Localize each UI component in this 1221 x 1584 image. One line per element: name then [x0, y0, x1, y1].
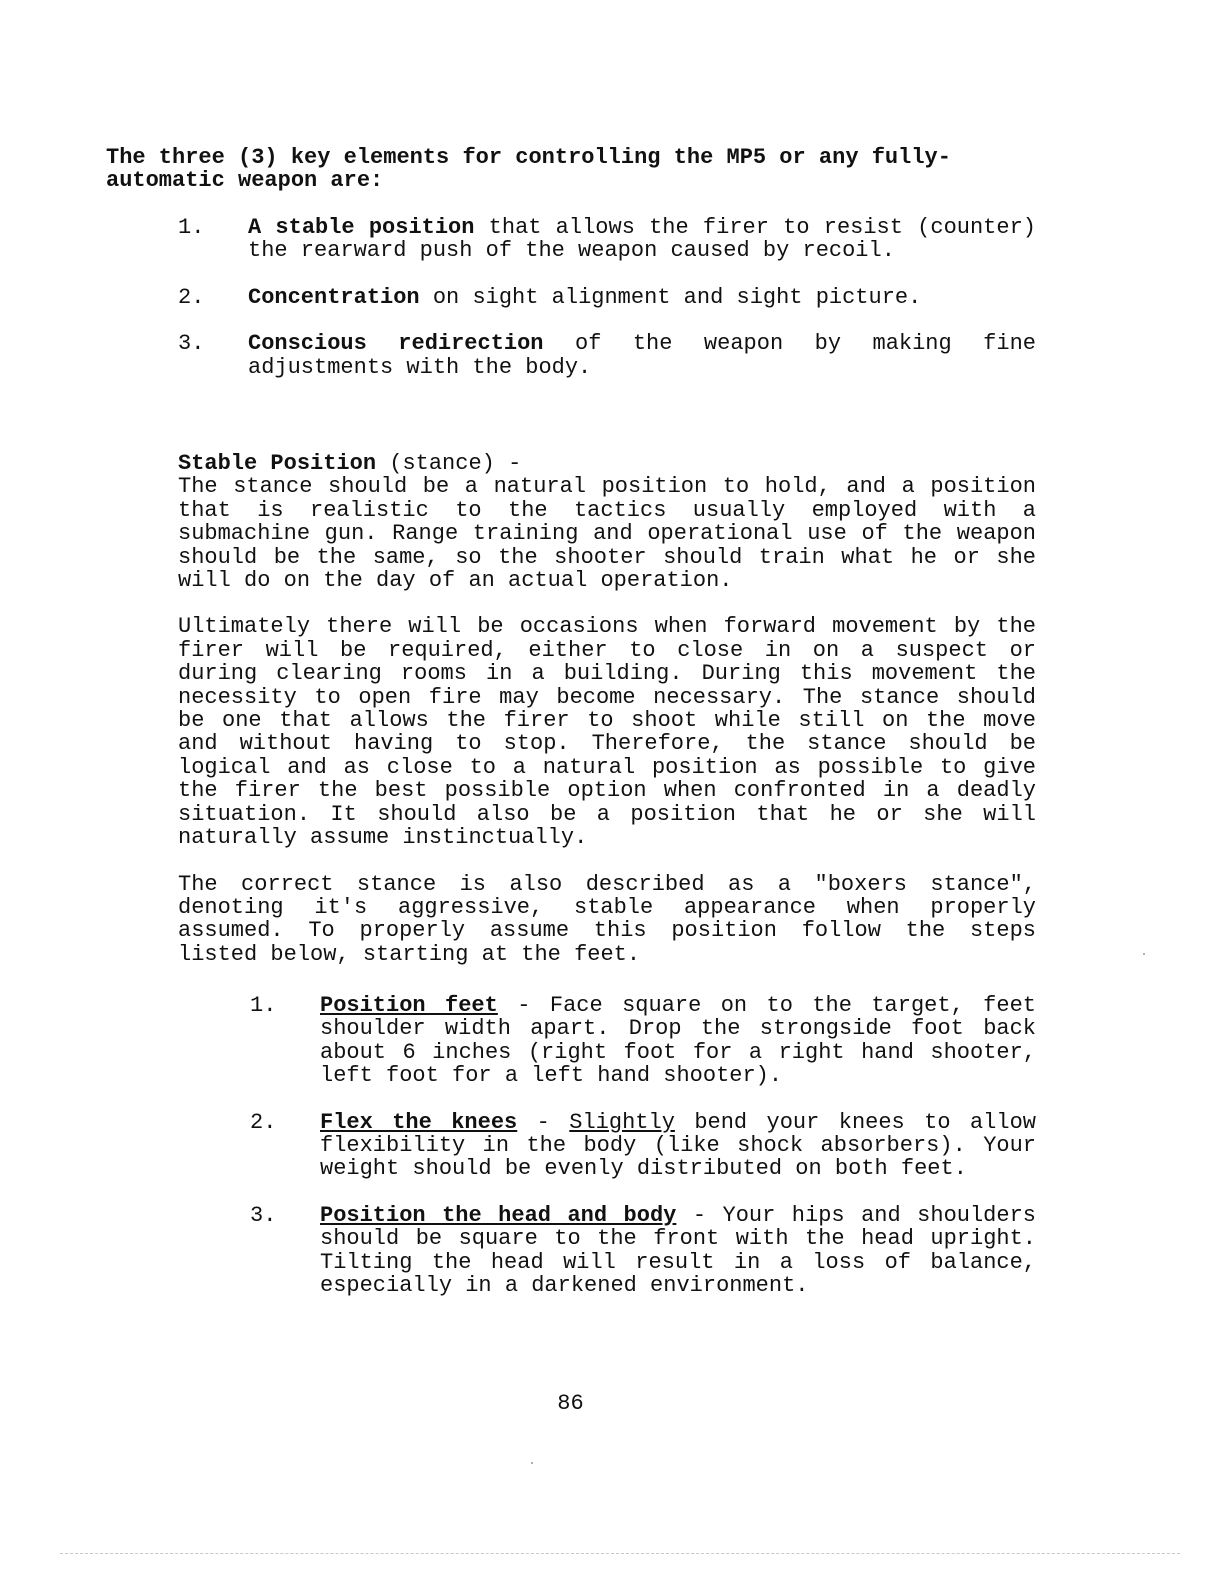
key-element-item — [178, 332, 1036, 379]
step-number: 3. — [250, 1202, 277, 1228]
item-text — [248, 332, 1036, 379]
intro-heading: The three (3) key elements for controlling the MP5 or any fully-automatic weapon are: — [106, 145, 951, 194]
step-description: bend your knees to allow flexibility in the body (like shock absorbers). Your weight should be evenly distributed on both feet. — [320, 1109, 1036, 1182]
step-item — [250, 994, 1036, 1088]
step-underlined-word: Slightly — [569, 1109, 675, 1135]
key-elements-list — [178, 216, 1036, 402]
stance-steps-list — [250, 994, 1036, 1320]
item-description: of the weapon by making fine adjustments with the body. — [248, 331, 1036, 380]
page-number: 86 — [557, 1391, 584, 1416]
stable-position-section — [178, 452, 1036, 989]
step-description: - Your hips and shoulders should be square to the front with the head upright. Tilting the head will result in a loss of balance, especially in a darkened environment. — [320, 1202, 1036, 1299]
item-bold-term: Concentration — [248, 284, 420, 310]
item-bold-term: Conscious redirection — [248, 331, 544, 357]
section-heading — [178, 452, 1036, 475]
step-item — [250, 1204, 1036, 1298]
step-description: - Face square on to the target, feet shoulder width apart. Drop the strongside foot back about 6 inches (right foot for a right hand shooter, left foot for a left hand shooter). — [320, 993, 1036, 1089]
scan-artifact-line — [60, 1553, 1180, 1555]
step-number: 1. — [250, 993, 277, 1018]
section-heading-rest: (stance) - — [376, 451, 522, 476]
step-title: Position the head and body — [320, 1202, 677, 1228]
item-number: 2. — [178, 284, 205, 310]
item-description: that allows the firer to resist (counter) the rearward push of the weapon caused by recoil. — [248, 215, 1036, 264]
step-text — [320, 1111, 1036, 1181]
step-item — [250, 1111, 1036, 1181]
item-number: 3. — [178, 331, 205, 357]
paragraph: Ultimately there will be occasions when forward movement by the firer will be required, either to close in on a suspect or during clearing rooms in a building. During this movement the necessity to open fire may become necessary. The stance should be one that allows the firer to shoot while still on the move and without having to stop. Therefore, the stance should be logical and as close to a natural position as possible to give the firer the best possible option when confronted in a deadly situation. It should also be a position that he or she will naturally assume instinctually. — [178, 614, 1036, 851]
section-heading-bold: Stable Position — [178, 451, 377, 476]
paragraph: The correct stance is also described as a "boxers stance", denoting it's aggressive, stable appearance when properly assumed. To properly assume this position follow the steps listed below, starting at the feet. — [178, 871, 1036, 967]
item-text — [248, 286, 1036, 309]
step-title: Position feet — [320, 993, 498, 1018]
scan-speck — [531, 1462, 533, 1464]
step-text — [320, 994, 1036, 1088]
step-dash: - — [517, 1109, 570, 1135]
step-text — [320, 1204, 1036, 1298]
item-bold-term: A stable position — [248, 215, 475, 240]
item-description: on sight alignment and sight picture. — [419, 284, 922, 310]
key-element-item — [178, 216, 1036, 263]
key-element-item — [178, 286, 1036, 309]
item-number: 1. — [178, 215, 205, 240]
step-title: Flex the knees — [320, 1109, 518, 1135]
item-text — [248, 216, 1036, 263]
paragraph: The stance should be a natural position to hold, and a position that is realistic to the tactics usually employed with a submachine gun. Range training and operational use of the weapon should be the same, so the shooter should train what he or she will do on the day of an actual operation. — [178, 474, 1036, 594]
step-number: 2. — [250, 1109, 277, 1135]
scan-speck — [1143, 953, 1145, 955]
